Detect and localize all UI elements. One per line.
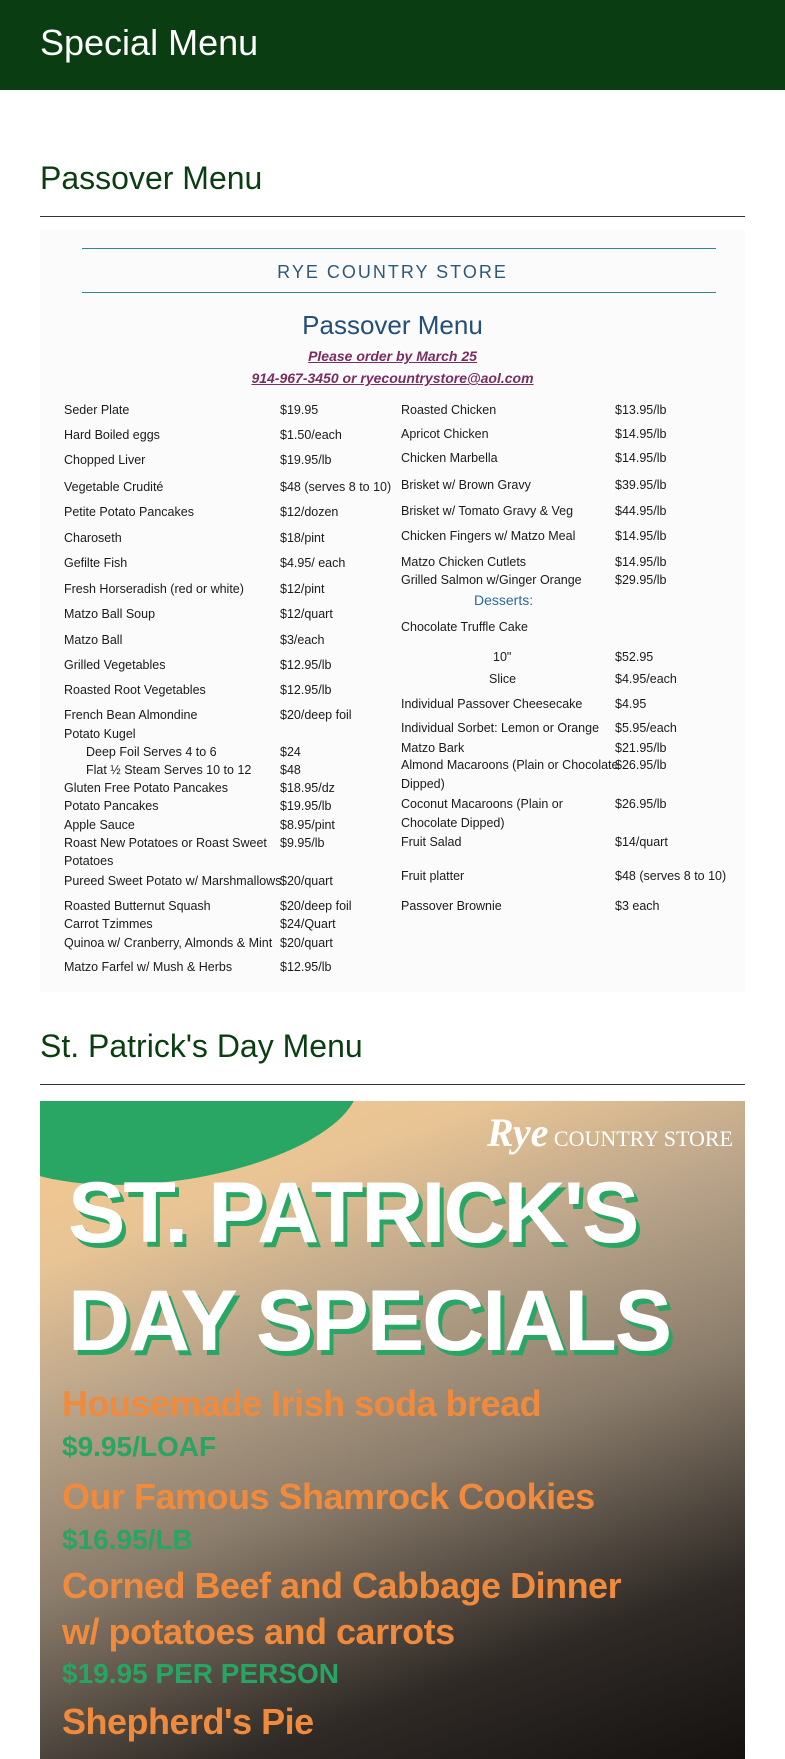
divider xyxy=(82,248,716,249)
divider xyxy=(82,292,716,293)
menu-item-text: Matzo Chicken Cutlets xyxy=(401,555,527,569)
menu-item-text: Coconut Macaroons (Plain or xyxy=(401,797,563,811)
menu-item-text: $20/deep foil xyxy=(280,708,352,722)
menu-item-text: Roasted Chicken xyxy=(401,403,497,417)
menu-item-text: $4.95/each xyxy=(615,672,677,686)
menu-item-text: Carrot Tzimmes xyxy=(64,917,153,931)
menu-item-text: $52.95 xyxy=(615,650,654,664)
menu-item-text: $14.95/lb xyxy=(615,529,667,543)
menu-item-text: $48 (serves 8 to 10) xyxy=(280,480,392,494)
special-item: Our Famous Shamrock Cookies xyxy=(62,1476,595,1517)
menu-item-text: $12.95/lb xyxy=(280,683,332,697)
menu-item-text: Quinoa w/ Cranberry, Almonds & Mint xyxy=(64,936,273,950)
menu-item-text: $14.95/lb xyxy=(615,451,667,465)
passover-menu-image xyxy=(40,230,745,992)
divider xyxy=(40,216,745,217)
menu-item-text: Chopped Liver xyxy=(64,453,146,467)
stpatrick-heading: St. Patrick's Day Menu xyxy=(40,1028,363,1064)
menu-item-text: $48 (serves 8 to 10) xyxy=(615,869,727,883)
page-header xyxy=(0,0,785,90)
menu-item-text: $14.95/lb xyxy=(615,555,667,569)
menu-item-text: Fresh Horseradish (red or white) xyxy=(64,582,244,596)
menu-item-text: $5.95/each xyxy=(615,721,677,735)
menu-item-text: Potatoes xyxy=(64,854,114,868)
menu-item-text: $20/deep foil xyxy=(280,899,352,913)
menu-item-text: 10" xyxy=(493,650,512,664)
menu-item-text: $39.95/lb xyxy=(615,478,667,492)
menu-item-text: Vegetable Crudité xyxy=(64,480,164,494)
store-name: RYE COUNTRY STORE xyxy=(277,262,508,282)
menu-item-text: $20/quart xyxy=(280,936,333,950)
menu-item-text: Chocolate Dipped) xyxy=(401,816,505,830)
menu-item-text: Flat ½ Steam Serves 10 to 12 xyxy=(86,763,252,777)
menu-item-text: $19.95/lb xyxy=(280,799,332,813)
menu-item-text: Deep Foil Serves 4 to 6 xyxy=(86,745,217,759)
special-item: Shepherd's Pie xyxy=(62,1701,314,1742)
menu-item-text: $18.95/dz xyxy=(280,781,335,795)
menu-item-text: $19.95/lb xyxy=(280,453,332,467)
menu-item-text: Seder Plate xyxy=(64,403,130,417)
order-deadline: Please order by March 25 xyxy=(308,348,477,364)
menu-item-text: $18/pint xyxy=(280,531,325,545)
menu-item-text: $24 xyxy=(280,745,301,759)
special-item: Housemade Irish soda bread xyxy=(62,1383,542,1424)
menu-item-text: $8.95/pint xyxy=(280,818,335,832)
menu-item-text: Brisket w/ Tomato Gravy & Veg xyxy=(401,504,574,518)
menu-item-text: $12/pint xyxy=(280,582,325,596)
menu-item-text: $20/quart xyxy=(280,874,333,888)
menu-item-text: $29.95/lb xyxy=(615,573,667,587)
store-logo: Rye COUNTRY STORE xyxy=(486,1110,733,1155)
menu-item-text: Matzo Ball Soup xyxy=(64,607,156,621)
menu-item-text: $44.95/lb xyxy=(615,504,667,518)
divider xyxy=(40,1084,745,1085)
menu-item-text: Pureed Sweet Potato w/ Marshmallows xyxy=(64,874,282,888)
menu-item-text: $3/each xyxy=(280,633,325,647)
menu-item-text: Slice xyxy=(489,672,517,686)
menu-item-text: $9.95/lb xyxy=(280,836,325,850)
menu-item-text: Apricot Chicken xyxy=(401,427,489,441)
menu-item-text: Apple Sauce xyxy=(64,818,135,832)
menu-item-text: Roast New Potatoes or Roast Sweet xyxy=(64,836,267,850)
special-price: $9.95/LOAF xyxy=(62,1431,217,1462)
menu-item-text: $26.95/lb xyxy=(615,758,667,772)
menu-item-text: $1.50/each xyxy=(280,428,342,442)
menu-item-text: $14.95/lb xyxy=(615,427,667,441)
desserts-heading: Desserts: xyxy=(474,592,534,608)
special-price: $19.95 PER PERSON xyxy=(62,1658,340,1689)
page-title: Special Menu xyxy=(40,22,259,63)
menu-item-text: Gefilte Fish xyxy=(64,556,128,570)
menu-item-text: French Bean Almondine xyxy=(64,708,198,722)
menu-item-text: $48 xyxy=(280,763,301,777)
special-item: w/ potatoes and carrots xyxy=(62,1611,455,1652)
menu-item-text: $24/Quart xyxy=(280,917,336,931)
menu-item-text: $12/dozen xyxy=(280,505,339,519)
menu-item-text: $4.95/ each xyxy=(280,556,346,570)
menu-item-text: Chicken Marbella xyxy=(401,451,498,465)
menu-item-text: Charoseth xyxy=(64,531,122,545)
menu-item-text: Potato Pancakes xyxy=(64,799,159,813)
menu-item-text: Fruit platter xyxy=(401,869,465,883)
special-price: $16.95/LB xyxy=(62,1524,193,1555)
menu-item-text: $4.95 xyxy=(615,697,647,711)
menu-item-text: Matzo Bark xyxy=(401,741,465,755)
menu-item-text: Roasted Butternut Squash xyxy=(64,899,211,913)
passover-heading: Passover Menu xyxy=(40,160,263,196)
menu-item-text: Chicken Fingers w/ Matzo Meal xyxy=(401,529,576,543)
menu-item-text: $13.95/lb xyxy=(615,403,667,417)
menu-item-text: Petite Potato Pancakes xyxy=(64,505,194,519)
stpatrick-specials-image xyxy=(40,1101,745,1759)
menu-item-text: Gluten Free Potato Pancakes xyxy=(64,781,228,795)
menu-item-text: Roasted Root Vegetables xyxy=(64,683,206,697)
menu-item-text: $3 each xyxy=(615,899,660,913)
menu-item-text: Dipped) xyxy=(401,777,445,791)
menu-item-text: $12/quart xyxy=(280,607,333,621)
menu-item-text: $12.95/lb xyxy=(280,658,332,672)
menu-item-text: $21.95/lb xyxy=(615,741,667,755)
menu-item-text: Matzo Ball xyxy=(64,633,123,647)
specials-headline: ST. PATRICK'S DAY SPECIALS xyxy=(68,1165,671,1369)
menu-item-text: Grilled Vegetables xyxy=(64,658,166,672)
menu-item-text: Individual Sorbet: Lemon or Orange xyxy=(401,721,600,735)
menu-item-text: $26.95/lb xyxy=(615,797,667,811)
menu-item-text: Passover Brownie xyxy=(401,899,502,913)
menu-item-text: $19.95 xyxy=(280,403,319,417)
special-item: Corned Beef and Cabbage Dinner xyxy=(62,1565,622,1606)
menu-title: Passover Menu xyxy=(302,310,483,340)
menu-item-text: Brisket w/ Brown Gravy xyxy=(401,478,531,492)
menu-item-text: $14/quart xyxy=(615,835,668,849)
menu-item-text: Fruit Salad xyxy=(401,835,462,849)
menu-item-text: Grilled Salmon w/Ginger Orange xyxy=(401,573,582,587)
menu-item-text: Potato Kugel xyxy=(64,727,136,741)
menu-item-text: Almond Macaroons (Plain or Chocolate xyxy=(401,758,619,772)
menu-item-text: $12.95/lb xyxy=(280,960,332,974)
menu-item-text: Chocolate Truffle Cake xyxy=(401,620,528,634)
menu-item-text: Individual Passover Cheesecake xyxy=(401,697,583,711)
menu-item-text: Matzo Farfel w/ Mush & Herbs xyxy=(64,960,233,974)
menu-item-text: Hard Boiled eggs xyxy=(64,428,160,442)
contact-info: 914-967-3450 or ryecountrystore@aol.com xyxy=(251,370,534,386)
